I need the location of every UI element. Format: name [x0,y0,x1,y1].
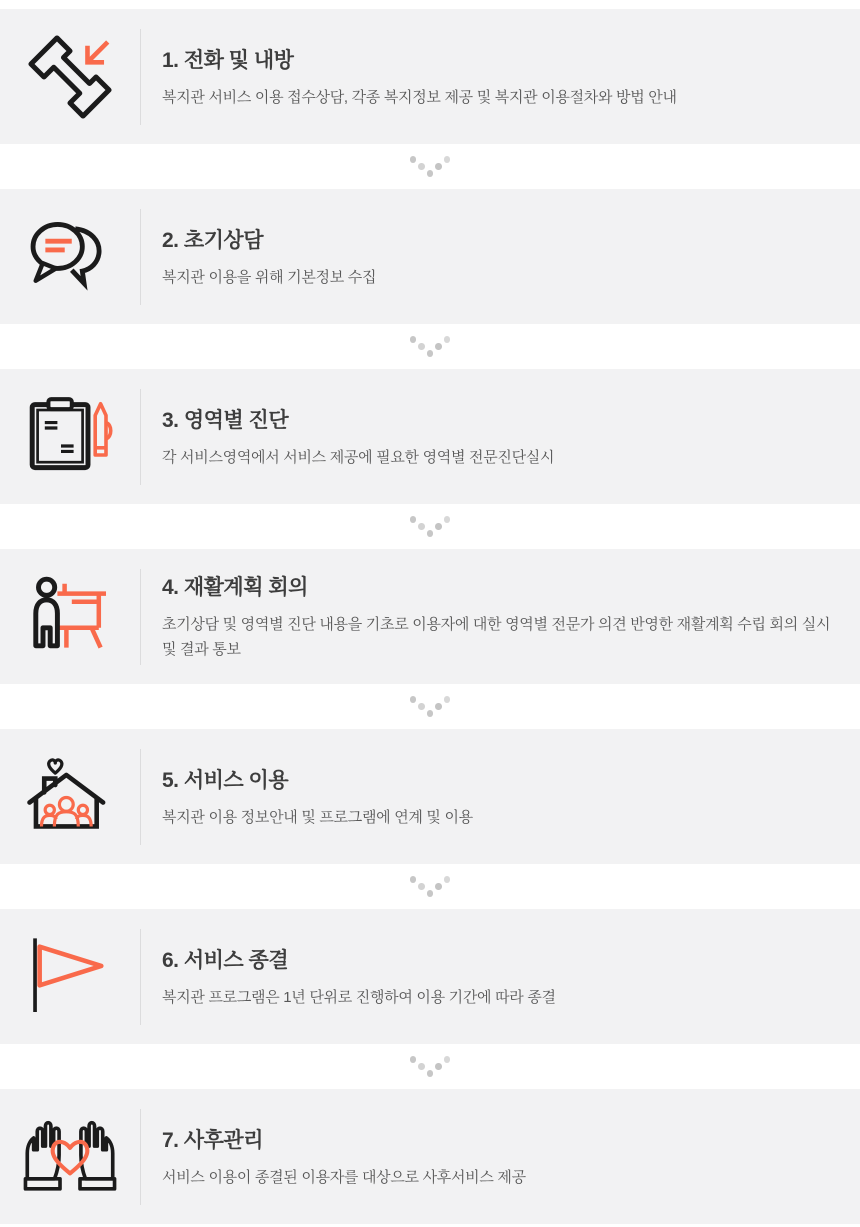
incoming-call-icon [0,30,140,124]
chevron-down-dots-icon [410,336,451,357]
step-2-card [0,189,860,324]
step-title: 6. 서비스 종결 [162,948,289,972]
step-separator [0,684,860,729]
vertical-divider [140,929,141,1025]
vertical-divider [140,569,141,665]
house-family-icon [0,749,140,845]
chevron-down-dots-icon [410,156,451,177]
chat-bubbles-icon [0,211,140,303]
vertical-divider [140,209,141,305]
step-title: 4. 재활계획 회의 [162,576,308,599]
step-description: 각 서비스영역에서 서비스 제공에 필요한 영역별 전문진단실시 [162,448,555,466]
chevron-down-dots-icon [410,876,451,897]
flag-icon [0,931,140,1023]
step-title: 3. 영역별 진단 [162,408,289,432]
step-description: 복지관 서비스 이용 접수상담, 각종 복지정보 제공 및 복지관 이용절차와 방법 안내 [162,88,677,106]
step-3-card [0,369,860,504]
chevron-down-dots-icon [410,1056,451,1077]
clipboard-pen-icon [0,390,140,484]
step-description: 초기상담 및 영역별 진단 내용을 기초로 이용자에 대한 영역별 전문가 의견 반영한 재활계획 수립 회의 실시 및 결과 통보 [162,616,831,658]
hands-heart-icon [0,1111,140,1203]
step-description: 서비스 이용이 종결된 이용자를 대상으로 사후서비스 제공 [162,1168,526,1186]
step-7-card [0,1089,860,1224]
vertical-divider [140,1109,141,1205]
step-title: 5. 서비스 이용 [162,768,289,792]
presentation-board-icon [0,569,140,665]
step-5-card [0,729,860,864]
step-title: 2. 초기상담 [162,228,263,252]
step-title: 7. 사후관리 [162,1128,263,1152]
step-separator [0,144,860,189]
step-description: 복지관 이용 정보안내 및 프로그램에 연계 및 이용 [162,808,473,826]
step-4-card [0,549,860,684]
step-description: 복지관 프로그램은 1년 단위로 진행하여 이용 기간에 따라 종결 [162,988,556,1006]
step-title: 1. 전화 및 내방 [162,48,294,72]
step-separator [0,1044,860,1089]
step-1-card [0,9,860,144]
step-separator [0,324,860,369]
step-description: 복지관 이용을 위해 기본정보 수집 [162,268,377,286]
chevron-down-dots-icon [410,696,451,717]
chevron-down-dots-icon [410,516,451,537]
step-separator [0,504,860,549]
vertical-divider [140,29,141,125]
step-separator [0,864,860,909]
vertical-divider [140,389,141,485]
vertical-divider [140,749,141,845]
step-6-card [0,909,860,1044]
